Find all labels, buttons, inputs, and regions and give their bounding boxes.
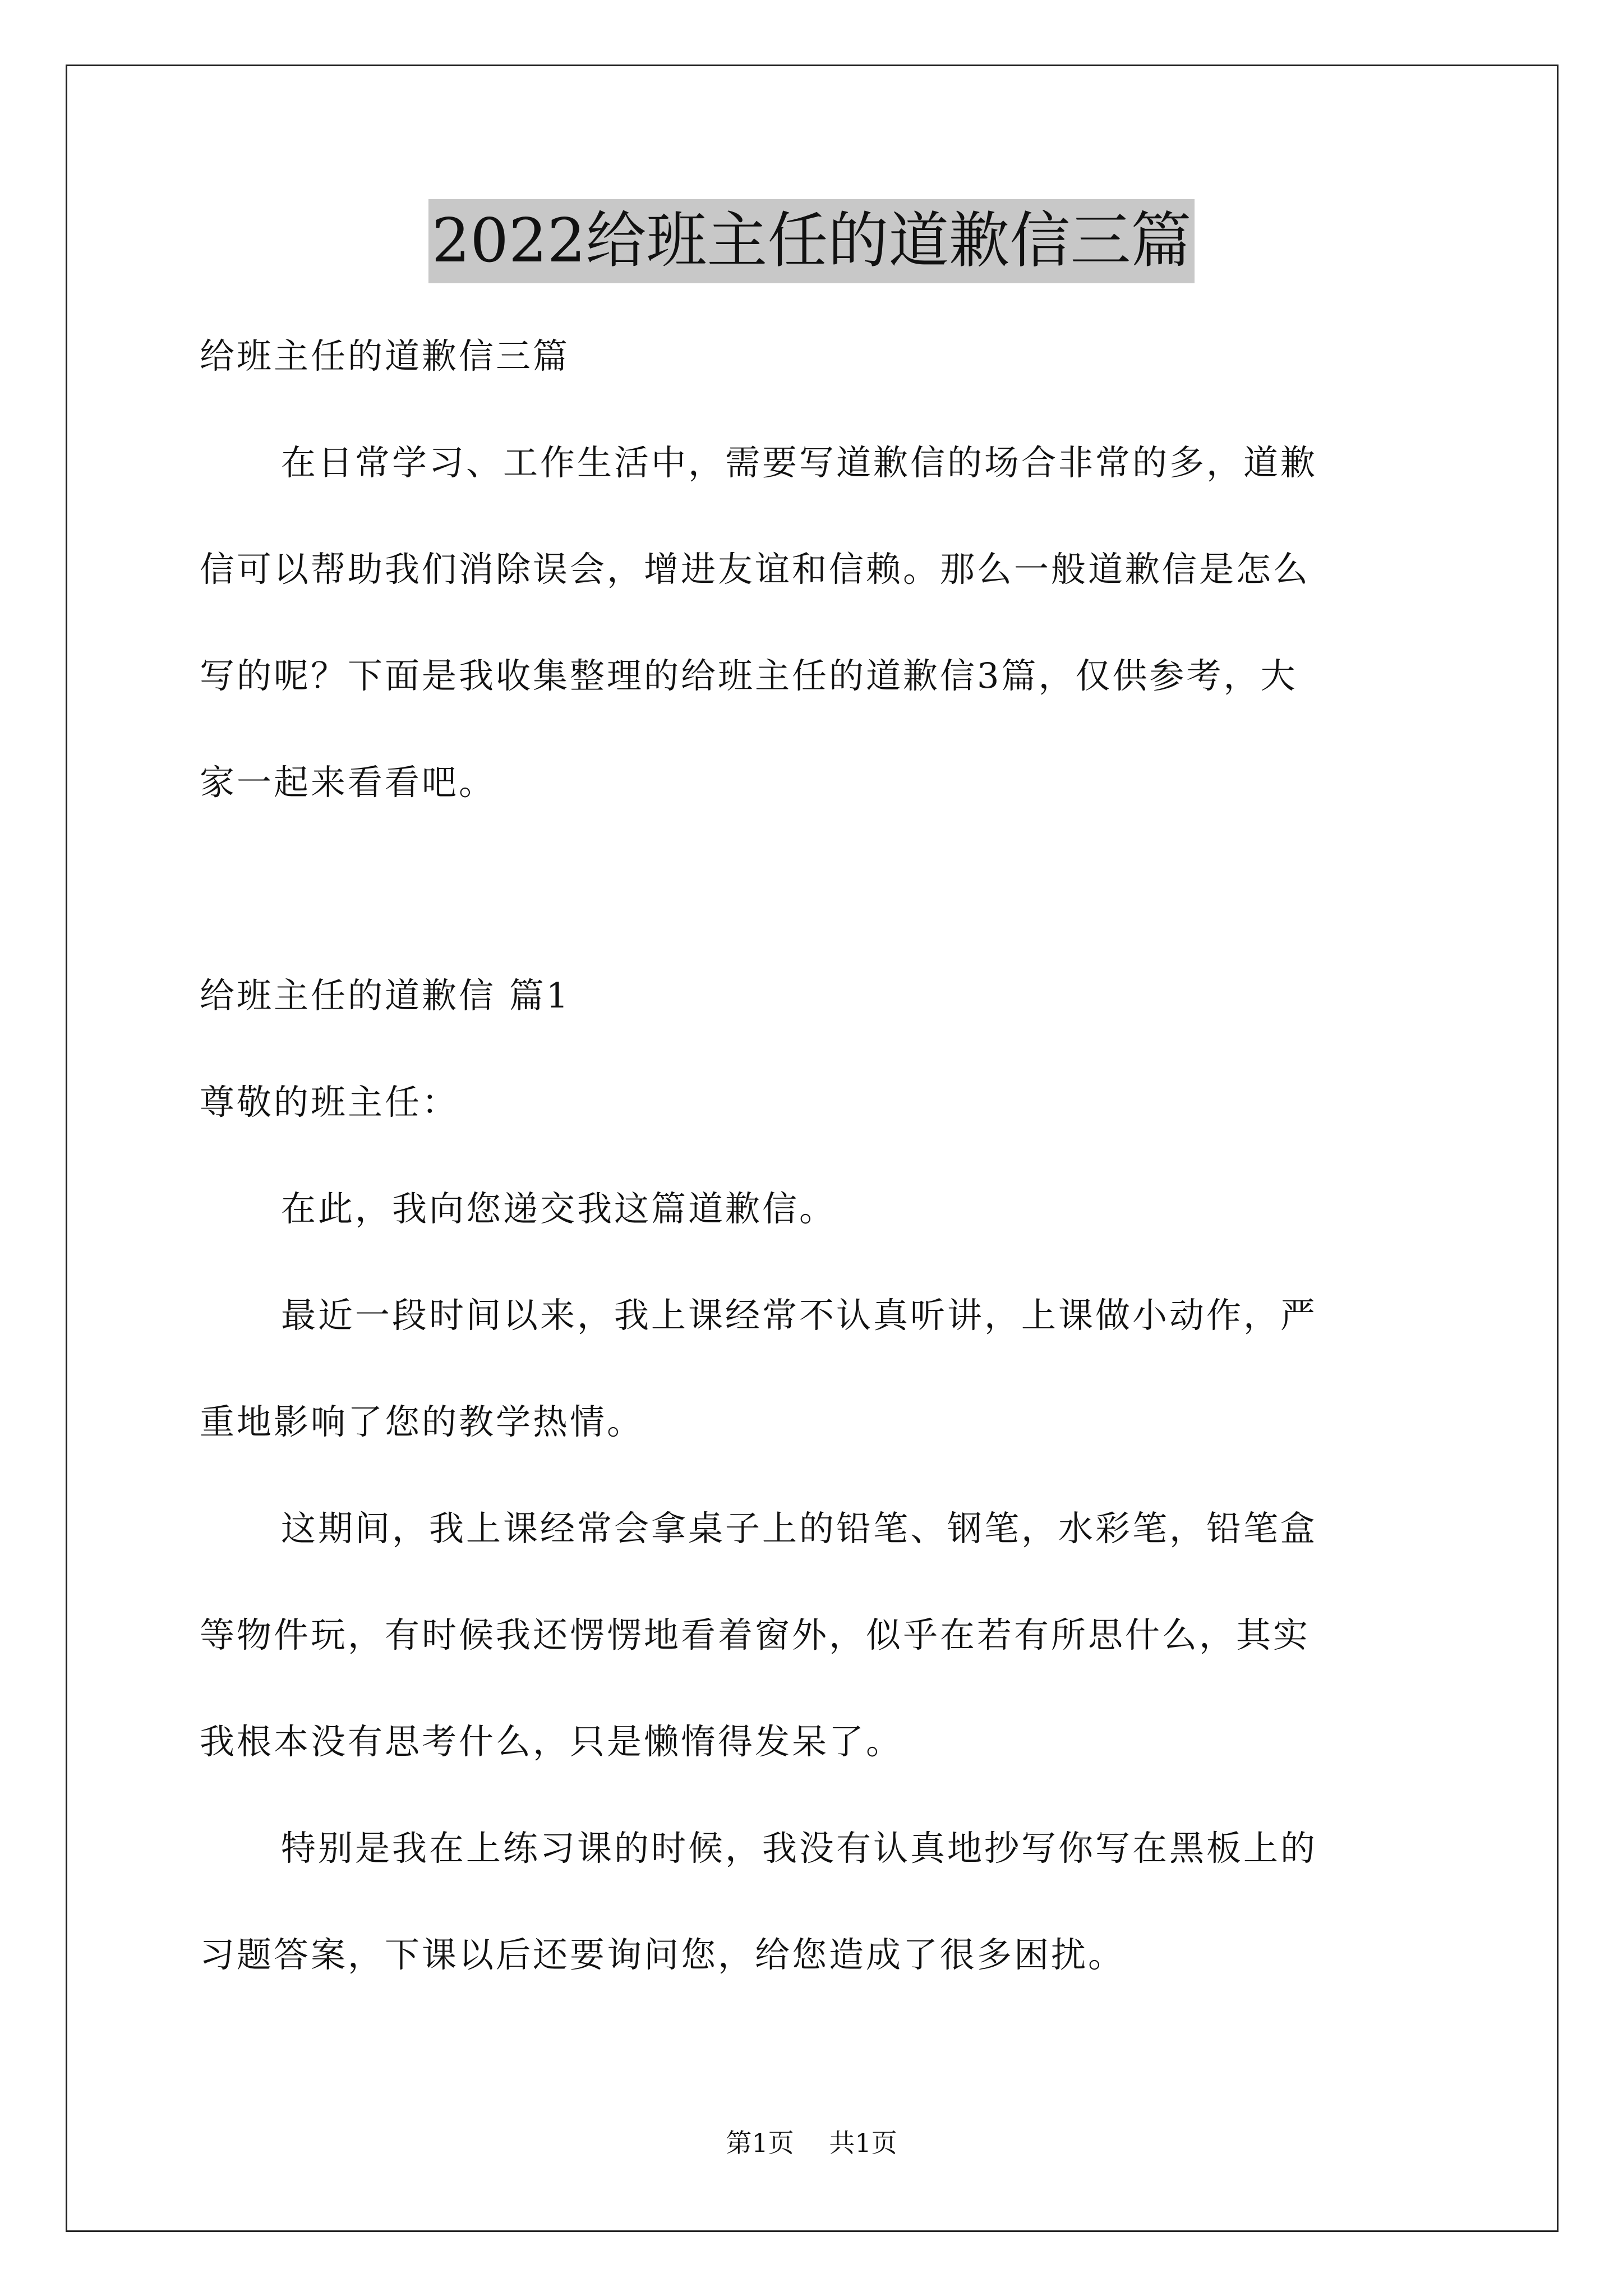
subtitle: 给班主任的道歉信三篇 bbox=[200, 335, 570, 376]
page-total: 共1页 bbox=[829, 2128, 897, 2158]
paragraph-line: 重地影响了您的教学热情。 bbox=[200, 1401, 644, 1442]
intro-line: 信可以帮助我们消除误会，增进友谊和信赖。那么一般道歉信是怎么 bbox=[200, 549, 1311, 590]
page-footer bbox=[0, 2126, 1623, 2160]
paragraph-line: 最近一段时间以来，我上课经常不认真听讲，上课做小动作，严 bbox=[281, 1295, 1318, 1336]
paragraph-line: 在此，我向您递交我这篇道歉信。 bbox=[281, 1188, 837, 1229]
document-body bbox=[200, 303, 1428, 2008]
document-title: 2022给班主任的道歉信三篇 bbox=[428, 199, 1195, 283]
paragraph-line: 习题答案，下课以后还要询问您，给您造成了很多困扰。 bbox=[200, 1934, 1126, 1975]
intro-line: 写的呢？下面是我收集整理的给班主任的道歉信3篇，仅供参考，大 bbox=[200, 655, 1298, 696]
title-container bbox=[0, 199, 1623, 283]
paragraph-line: 特别是我在上练习课的时候，我没有认真地抄写你写在黑板上的 bbox=[281, 1828, 1318, 1869]
paragraph-line: 等物件玩，有时候我还愣愣地看着窗外，似乎在若有所思什么，其实 bbox=[200, 1614, 1311, 1655]
intro-line: 在日常学习、工作生活中，需要写道歉信的场合非常的多，道歉 bbox=[281, 442, 1318, 483]
intro-line: 家一起来看看吧。 bbox=[200, 762, 496, 803]
paragraph-line: 我根本没有思考什么，只是懒惰得发呆了。 bbox=[200, 1721, 903, 1762]
section-heading: 给班主任的道歉信 篇1 bbox=[200, 975, 571, 1016]
salutation: 尊敬的班主任： bbox=[200, 1082, 459, 1122]
paragraph-line: 这期间，我上课经常会拿桌子上的铅笔、钢笔，水彩笔，铅笔盒 bbox=[281, 1508, 1318, 1549]
spacer bbox=[200, 836, 1428, 942]
page-current: 第1页 bbox=[726, 2128, 794, 2158]
